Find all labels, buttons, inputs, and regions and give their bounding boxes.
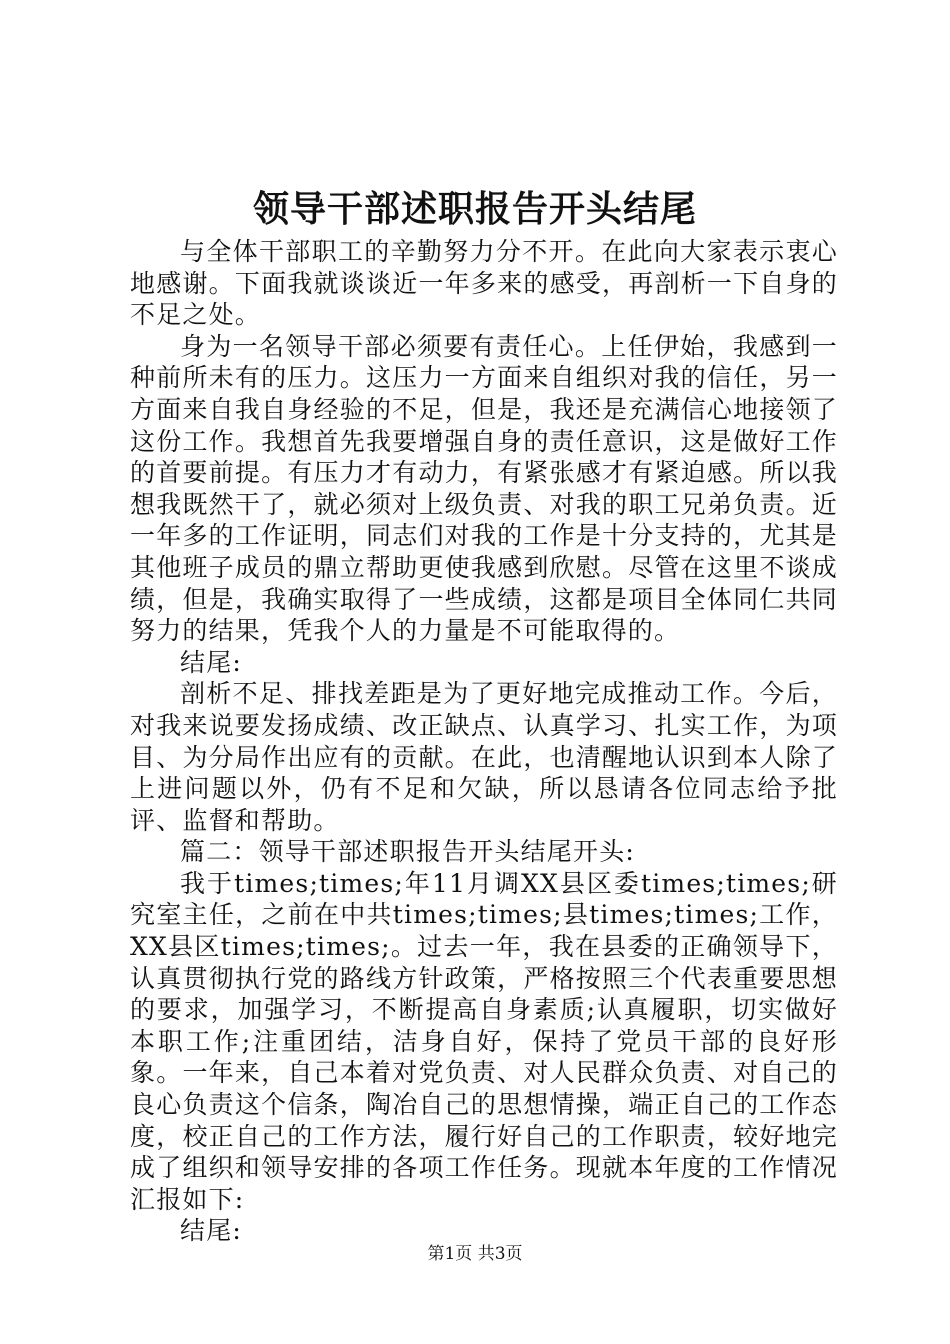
section-heading-ending: 结尾: — [180, 647, 243, 677]
section-heading-ending-2: 结尾: — [180, 1216, 243, 1246]
section-heading-part-two: 篇二：领导干部述职报告开头结尾开头: — [180, 837, 636, 867]
document-title: 领导干部述职报告开头结尾 — [252, 188, 697, 230]
paragraph-4: 我于times;times;年11月调XX县区委times;times;研究室主任，之前在中共times;times;县times;times;工作，XX县区times;times;。过去一年，我在县委的正确领导下，认真贯彻执行党的路线方针政策，严格按照三个代表重要思想的要求，加强学习，不断提高自身素质;认真履职，切实做好本职工作;注重团结，洁身自好，保持了党员干部的良好形象。一年来，自己本着对党负责、对人民群众负责、对自己的良心负责这个信条，陶冶自己的思想情操，端正自己的工作态度，校正自己的工作方法，履行好自己的工作职责，较好地完成了组织和领导安排的各项工作任务。现就本年度的工作情况汇报如下: — [130, 868, 838, 1214]
document-body — [130, 236, 838, 1247]
page-number-footer: 第1页 共3页 — [427, 1244, 523, 1264]
paragraph-3: 剖析不足、排找差距是为了更好地完成推动工作。今后，对我来说要发扬成绩、改正缺点、认真学习、扎实工作，为项目、为分局作出应有的贡献。在此，也清醒地认识到本人除了上进问题以外，仍有不足和欠缺，所以恳请各位同志给予批评、监督和帮助。 — [130, 679, 838, 835]
paragraph-2: 身为一名领导干部必须要有责任心。上任伊始，我感到一种前所未有的压力。这压力一方面来自组织对我的信任，另一方面来自我自身经验的不足，但是，我还是充满信心地接领了这份工作。我想首先我要增强自身的责任意识，这是做好工作的首要前提。有压力才有动力，有紧张感才有紧迫感。所以我想我既然干了，就必须对上级负责、对我的职工兄弟负责。近一年多的工作证明，同志们对我的工作是十分支持的，尤其是其他班子成员的鼎立帮助更使我感到欣慰。尽管在这里不谈成绩，但是，我确实取得了一些成绩，这都是项目全体同仁共同努力的结果，凭我个人的力量是不可能取得的。 — [130, 331, 838, 646]
paragraph-1: 与全体干部职工的辛勤努力分不开。在此向大家表示衷心地感谢。下面我就谈谈近一年多来的感受，再剖析一下自身的不足之处。 — [130, 237, 838, 330]
